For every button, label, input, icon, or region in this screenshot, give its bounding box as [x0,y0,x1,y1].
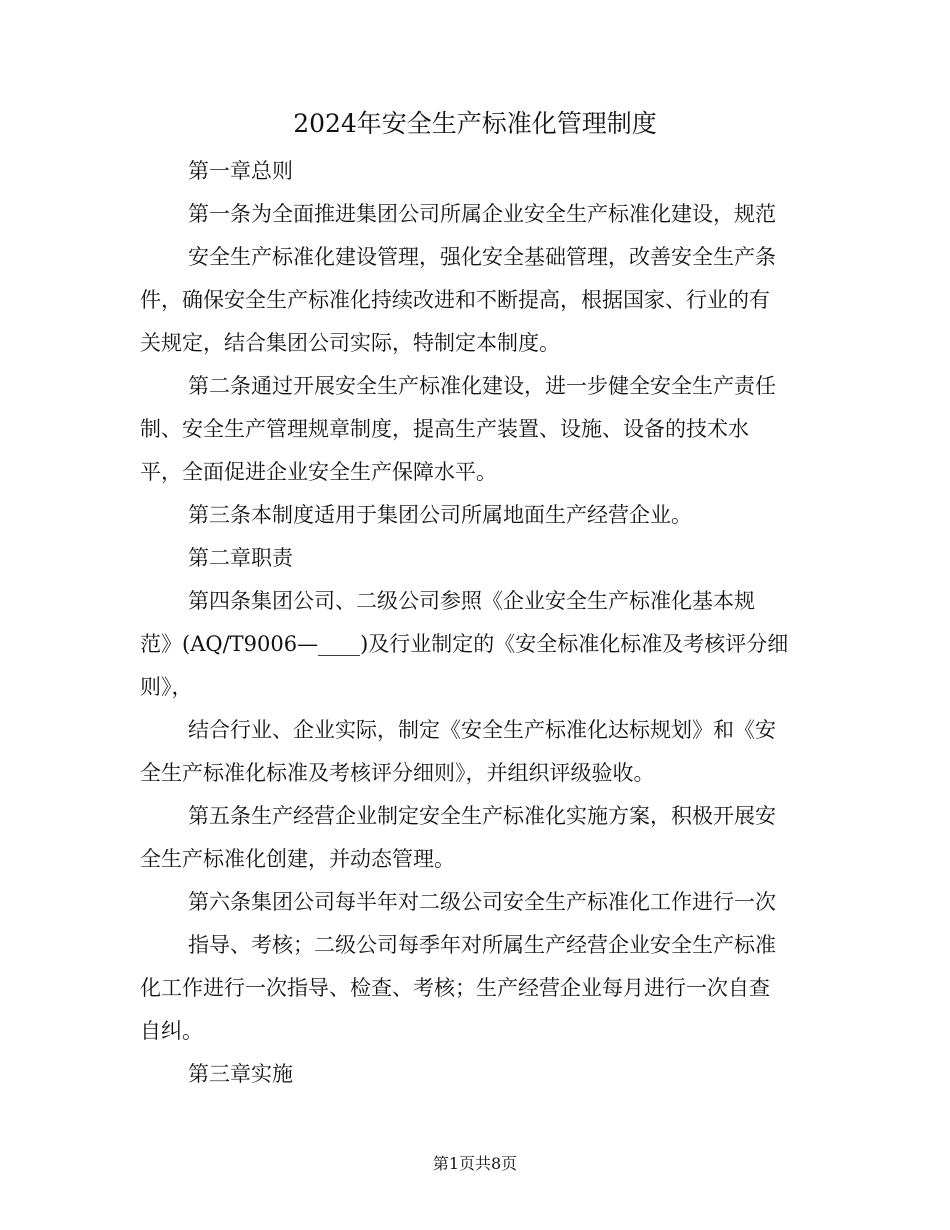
text-line: 第五条生产经营企业制定安全生产标准化实施方案，积极开展安 [188,804,776,828]
text-line: 则》， [140,675,193,699]
text-line: 关规定，结合集团公司实际，特制定本制度。 [140,331,560,355]
text-line: 自纠。 [140,1019,203,1043]
document-title: 2024年安全生产标准化管理制度 [293,109,657,138]
text-line: 第四条集团公司、二级公司参照《企业安全生产标准化基本规 [188,589,755,613]
text-line: 安全生产标准化建设管理，强化安全基础管理，改善安全生产条 [188,245,776,269]
text-line: 平，全面促进企业安全生产保障水平。 [140,460,497,484]
text-line: 指导、考核；二级公司每季年对所属生产经营企业安全生产标准 [188,933,776,957]
text-line: 范》(AQ/T9006—____)及行业制定的《安全标准化标准及考核评分细 [140,632,789,656]
text-line: 全生产标准化标准及考核评分细则》，并组织评级验收。 [140,761,655,785]
text-line: 第二章职责 [188,546,293,570]
text-line: 结合行业、企业实际，制定《安全生产标准化达标规划》和《安 [188,718,776,742]
text-line: 第一章总则 [188,159,293,183]
document-body [140,150,800,1096]
text-line: 第六条集团公司每半年对二级公司安全生产标准化工作进行一次 [188,890,776,914]
text-line: 件，确保安全生产标准化持续改进和不断提高，根据国家、行业的有 [140,288,770,312]
text-line: 第一条为全面推进集团公司所属企业安全生产标准化建设，规范 [188,202,776,226]
text-line: 全生产标准化创建，并动态管理。 [140,847,455,871]
text-line: 制、安全生产管理规章制度，提高生产装置、设施、设备的技术水 [140,417,749,441]
text-line: 第二条通过开展安全生产标准化建设，进一步健全安全生产责任 [188,374,776,398]
text-line: 第三章实施 [188,1062,293,1086]
page-footer: 第1页共8页 [432,1154,518,1173]
text-line: 第三条本制度适用于集团公司所属地面生产经营企业。 [188,503,692,527]
text-line: 化工作进行一次指导、检查、考核；生产经营企业每月进行一次自查 [140,976,770,1000]
